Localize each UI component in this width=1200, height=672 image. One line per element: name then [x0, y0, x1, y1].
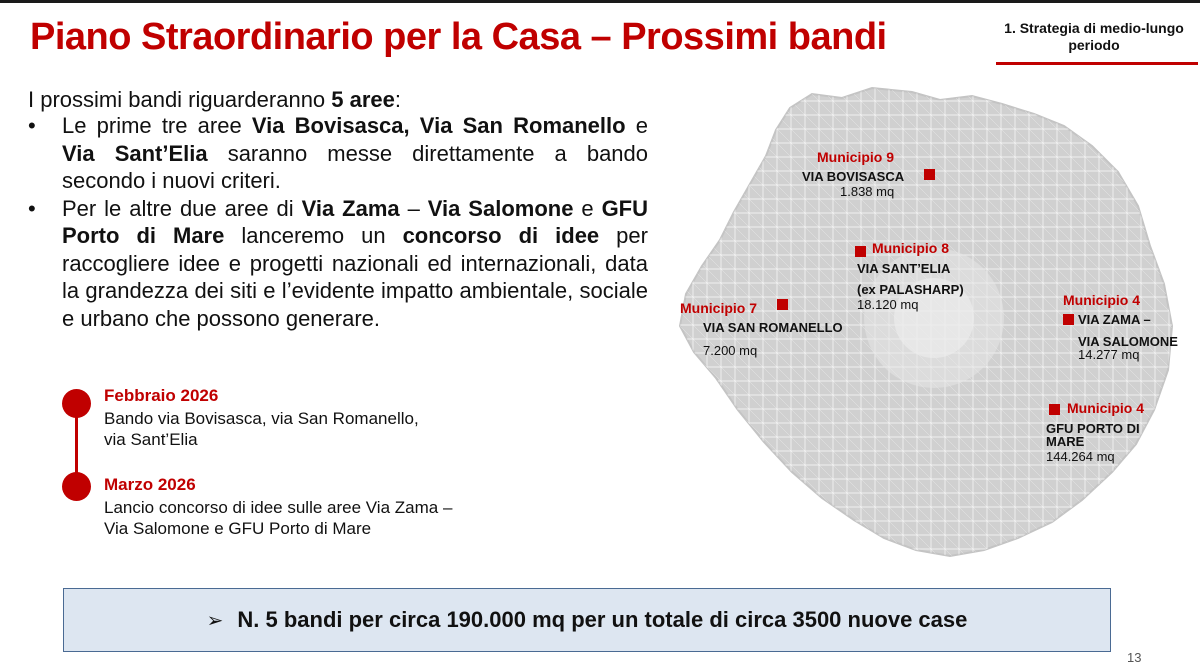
- bullet-bold-text: Via Zama: [301, 195, 400, 221]
- municipio-9-label: Municipio 9: [817, 149, 894, 165]
- timeline-desc: Lancio concorso di idee sulle aree Via Zama – Via Salomone e GFU Porto di Mare: [104, 498, 453, 538]
- site-street-santelia: VIA SANT’ELIA: [857, 261, 951, 276]
- bullet-text-run: per raccogliere idee e progetti nazionali ed internazionali, data la grandezza dei siti e l’evidente impatto ambientale, sociale e urbano che possono generare.: [62, 223, 648, 331]
- bullet-bold-text: concorso di idee: [402, 223, 600, 248]
- bullet-text: [62, 196, 648, 331]
- site-street-bovisasca: VIA BOVISASCA: [802, 169, 905, 184]
- bullet-dot: •: [28, 195, 36, 221]
- bullet-item: [28, 112, 648, 195]
- site-marker-santelia: [855, 246, 866, 257]
- site-marker-zama: [1063, 314, 1074, 325]
- site-street-zama: VIA ZAMA –: [1078, 312, 1151, 327]
- bullet-text-run: Per le altre due aree di: [62, 195, 302, 221]
- timeline-dot: [62, 472, 91, 501]
- bullet-bold-text: Via Bovisasca, Via San Romanello: [251, 113, 626, 138]
- site-street-porto-di-mare-2: MARE: [1046, 434, 1085, 449]
- site-area-romanello: 7.200 mq: [703, 343, 758, 358]
- municipio-4-label-2: Municipio 4: [1067, 400, 1144, 416]
- municipio-4-label: Municipio 4: [1063, 292, 1140, 308]
- timeline-dot: [62, 389, 91, 418]
- bullet-dot: •: [28, 113, 36, 138]
- municipio-8-label: Municipio 8: [872, 240, 949, 256]
- site-area-porto-di-mare: 144.264 mq: [1046, 449, 1115, 464]
- site-marker-romanello: [777, 299, 788, 310]
- site-area-zama: 14.277 mq: [1078, 347, 1140, 362]
- timeline-desc: Bando via Bovisasca, via San Romanello, via Sant’Elia: [104, 409, 419, 449]
- section-underline: [996, 62, 1198, 65]
- timeline: [62, 386, 542, 546]
- site-street-romanello: VIA SAN ROMANELLO: [703, 320, 843, 335]
- bullet-text-run: e: [625, 113, 649, 138]
- bullet-text: [62, 113, 648, 193]
- site-area-santelia: 18.120 mq: [857, 297, 919, 312]
- municipio-7-label: Municipio 7: [680, 300, 757, 316]
- site-street-zama-2: VIA SALOMONE: [1078, 334, 1178, 349]
- bullet-text-run: saranno messe direttamente a bando secondo i nuovi criteri.: [62, 140, 649, 193]
- page-number: 13: [1127, 650, 1142, 665]
- bullet-text-run: e: [573, 195, 602, 221]
- bullet-text-run: lanceremo un: [224, 223, 403, 248]
- site-marker-bovisasca: [924, 169, 935, 180]
- section-label: 1. Strategia di medio-lungo periodo: [1004, 20, 1184, 53]
- slide-title: Piano Straordinario per la Casa – Prossimi bandi: [30, 16, 887, 58]
- bullet-bold-text: GFU Porto di Mare: [62, 195, 649, 248]
- bullet-bold-text: Via Sant’Elia: [62, 140, 208, 166]
- summary-box: [63, 588, 1111, 652]
- intro-text: I prossimi bandi riguarderanno 5 aree:: [28, 87, 402, 112]
- timeline-date: Febbraio 2026: [104, 386, 219, 405]
- bullet-list: [28, 112, 648, 332]
- bullet-item: [28, 195, 648, 333]
- bullet-text-run: –: [399, 195, 428, 221]
- milan-map: [672, 80, 1200, 580]
- site-area-bovisasca: 1.838 mq: [840, 184, 895, 199]
- bullet-text-run: Le prime tre aree: [62, 113, 252, 138]
- top-border: [0, 0, 1200, 3]
- summary-text: N. 5 bandi per circa 190.000 mq per un totale di circa 3500 nuove case: [237, 607, 968, 632]
- site-street-porto-di-mare: GFU PORTO DI: [1046, 421, 1140, 436]
- arrow-bullet-icon: ➢: [206, 609, 224, 632]
- timeline-date: Marzo 2026: [104, 475, 196, 494]
- bullet-bold-text: Via Salomone: [427, 195, 574, 221]
- site-marker-porto-di-mare: [1049, 404, 1060, 415]
- site-street-santelia-2: (ex PALASHARP): [857, 282, 964, 297]
